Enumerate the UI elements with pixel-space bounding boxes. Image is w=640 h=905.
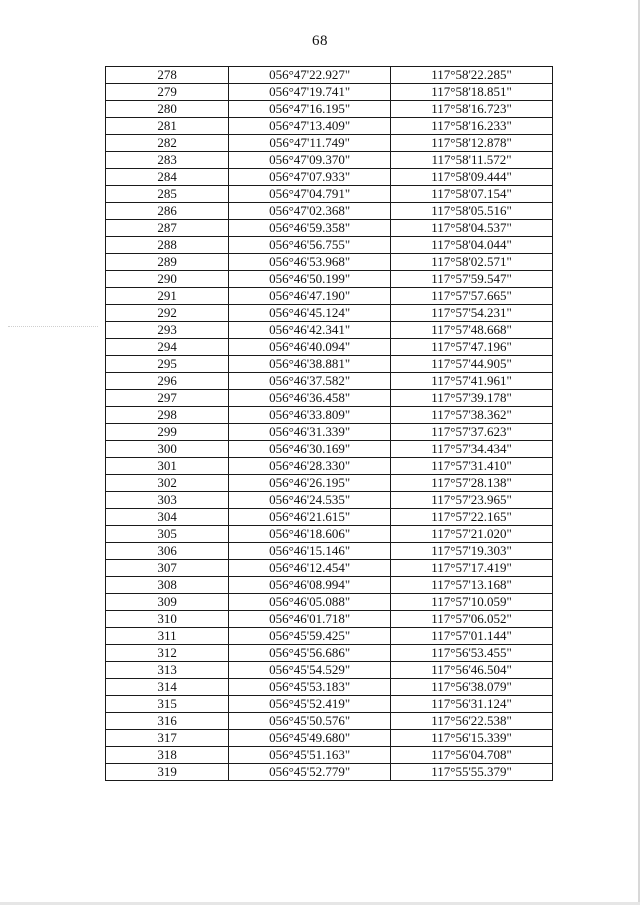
point-number-cell: 313 [106, 662, 229, 679]
point-number-cell: 283 [106, 152, 229, 169]
point-number-cell: 307 [106, 560, 229, 577]
longitude-cell: 117°58'04.044" [391, 237, 553, 254]
point-number-cell: 317 [106, 730, 229, 747]
table-row [106, 67, 553, 84]
table-row [106, 356, 553, 373]
table-row [106, 611, 553, 628]
latitude-cell: 056°46'56.755" [229, 237, 391, 254]
point-number-cell: 304 [106, 509, 229, 526]
table-row [106, 730, 553, 747]
table-row [106, 118, 553, 135]
point-number-cell: 301 [106, 458, 229, 475]
table-row [106, 288, 553, 305]
longitude-cell: 117°57'21.020" [391, 526, 553, 543]
latitude-cell: 056°46'26.195" [229, 475, 391, 492]
latitude-cell: 056°46'15.146" [229, 543, 391, 560]
longitude-cell: 117°58'02.571" [391, 254, 553, 271]
point-number-cell: 281 [106, 118, 229, 135]
latitude-cell: 056°47'11.749" [229, 135, 391, 152]
longitude-cell: 117°57'59.547" [391, 271, 553, 288]
latitude-cell: 056°45'52.419" [229, 696, 391, 713]
point-number-cell: 310 [106, 611, 229, 628]
point-number-cell: 300 [106, 441, 229, 458]
table-row [106, 764, 553, 781]
point-number-cell: 290 [106, 271, 229, 288]
table-row [106, 339, 553, 356]
table-row [106, 254, 553, 271]
latitude-cell: 056°46'38.881" [229, 356, 391, 373]
table-row [106, 101, 553, 118]
table-row [106, 220, 553, 237]
longitude-cell: 117°56'38.079" [391, 679, 553, 696]
table-row [106, 322, 553, 339]
point-number-cell: 282 [106, 135, 229, 152]
latitude-cell: 056°46'08.994" [229, 577, 391, 594]
point-number-cell: 315 [106, 696, 229, 713]
longitude-cell: 117°58'22.285" [391, 67, 553, 84]
table-row [106, 509, 553, 526]
table-row [106, 305, 553, 322]
longitude-cell: 117°56'31.124" [391, 696, 553, 713]
longitude-cell: 117°55'55.379" [391, 764, 553, 781]
latitude-cell: 056°46'47.190" [229, 288, 391, 305]
point-number-cell: 298 [106, 407, 229, 424]
longitude-cell: 117°57'47.196" [391, 339, 553, 356]
table-row [106, 458, 553, 475]
point-number-cell: 311 [106, 628, 229, 645]
table-row [106, 407, 553, 424]
table-row [106, 237, 553, 254]
table-row [106, 662, 553, 679]
latitude-cell: 056°46'18.606" [229, 526, 391, 543]
point-number-cell: 309 [106, 594, 229, 611]
table-row [106, 747, 553, 764]
point-number-cell: 316 [106, 713, 229, 730]
longitude-cell: 117°57'54.231" [391, 305, 553, 322]
longitude-cell: 117°57'23.965" [391, 492, 553, 509]
latitude-cell: 056°47'02.368" [229, 203, 391, 220]
latitude-cell: 056°46'53.968" [229, 254, 391, 271]
table-row [106, 84, 553, 101]
table-row [106, 186, 553, 203]
table-row [106, 135, 553, 152]
table-row [106, 628, 553, 645]
longitude-cell: 117°57'34.434" [391, 441, 553, 458]
latitude-cell: 056°46'31.339" [229, 424, 391, 441]
latitude-cell: 056°46'01.718" [229, 611, 391, 628]
latitude-cell: 056°46'45.124" [229, 305, 391, 322]
table-row [106, 560, 553, 577]
point-number-cell: 288 [106, 237, 229, 254]
latitude-cell: 056°46'50.199" [229, 271, 391, 288]
point-number-cell: 314 [106, 679, 229, 696]
latitude-cell: 056°46'12.454" [229, 560, 391, 577]
latitude-cell: 056°47'13.409" [229, 118, 391, 135]
longitude-cell: 117°57'19.303" [391, 543, 553, 560]
point-number-cell: 303 [106, 492, 229, 509]
latitude-cell: 056°46'28.330" [229, 458, 391, 475]
latitude-cell: 056°46'21.615" [229, 509, 391, 526]
point-number-cell: 296 [106, 373, 229, 390]
table-row [106, 713, 553, 730]
point-number-cell: 291 [106, 288, 229, 305]
longitude-cell: 117°57'57.665" [391, 288, 553, 305]
point-number-cell: 293 [106, 322, 229, 339]
longitude-cell: 117°57'06.052" [391, 611, 553, 628]
coordinates-table-body [106, 67, 553, 781]
point-number-cell: 287 [106, 220, 229, 237]
longitude-cell: 117°57'13.168" [391, 577, 553, 594]
point-number-cell: 284 [106, 169, 229, 186]
longitude-cell: 117°58'11.572" [391, 152, 553, 169]
latitude-cell: 056°46'05.088" [229, 594, 391, 611]
longitude-cell: 117°58'09.444" [391, 169, 553, 186]
longitude-cell: 117°56'22.538" [391, 713, 553, 730]
longitude-cell: 117°57'10.059" [391, 594, 553, 611]
latitude-cell: 056°46'36.458" [229, 390, 391, 407]
point-number-cell: 285 [106, 186, 229, 203]
point-number-cell: 302 [106, 475, 229, 492]
longitude-cell: 117°58'07.154" [391, 186, 553, 203]
longitude-cell: 117°58'16.723" [391, 101, 553, 118]
latitude-cell: 056°45'56.686" [229, 645, 391, 662]
longitude-cell: 117°57'22.165" [391, 509, 553, 526]
latitude-cell: 056°47'07.933" [229, 169, 391, 186]
table-row [106, 475, 553, 492]
point-number-cell: 289 [106, 254, 229, 271]
latitude-cell: 056°46'30.169" [229, 441, 391, 458]
longitude-cell: 117°56'46.504" [391, 662, 553, 679]
latitude-cell: 056°46'40.094" [229, 339, 391, 356]
table-row [106, 577, 553, 594]
point-number-cell: 306 [106, 543, 229, 560]
latitude-cell: 056°45'59.425" [229, 628, 391, 645]
latitude-cell: 056°47'22.927" [229, 67, 391, 84]
longitude-cell: 117°57'48.668" [391, 322, 553, 339]
point-number-cell: 292 [106, 305, 229, 322]
table-row [106, 152, 553, 169]
longitude-cell: 117°57'31.410" [391, 458, 553, 475]
latitude-cell: 056°45'54.529" [229, 662, 391, 679]
longitude-cell: 117°58'12.878" [391, 135, 553, 152]
point-number-cell: 294 [106, 339, 229, 356]
table-row [106, 526, 553, 543]
latitude-cell: 056°45'51.163" [229, 747, 391, 764]
longitude-cell: 117°57'39.178" [391, 390, 553, 407]
point-number-cell: 319 [106, 764, 229, 781]
latitude-cell: 056°46'59.358" [229, 220, 391, 237]
point-number-cell: 299 [106, 424, 229, 441]
table-row [106, 492, 553, 509]
latitude-cell: 056°45'49.680" [229, 730, 391, 747]
latitude-cell: 056°47'19.741" [229, 84, 391, 101]
latitude-cell: 056°47'04.791" [229, 186, 391, 203]
longitude-cell: 117°58'05.516" [391, 203, 553, 220]
point-number-cell: 297 [106, 390, 229, 407]
point-number-cell: 305 [106, 526, 229, 543]
table-row [106, 679, 553, 696]
table-row [106, 543, 553, 560]
scan-artifact [8, 326, 98, 328]
table-row [106, 373, 553, 390]
table-row [106, 594, 553, 611]
latitude-cell: 056°45'53.183" [229, 679, 391, 696]
table-row [106, 645, 553, 662]
point-number-cell: 280 [106, 101, 229, 118]
longitude-cell: 117°58'16.233" [391, 118, 553, 135]
point-number-cell: 286 [106, 203, 229, 220]
table-row [106, 424, 553, 441]
table-row [106, 271, 553, 288]
longitude-cell: 117°57'38.362" [391, 407, 553, 424]
coordinates-table [105, 66, 553, 781]
longitude-cell: 117°57'41.961" [391, 373, 553, 390]
latitude-cell: 056°45'52.779" [229, 764, 391, 781]
longitude-cell: 117°57'17.419" [391, 560, 553, 577]
longitude-cell: 117°56'04.708" [391, 747, 553, 764]
longitude-cell: 117°57'01.144" [391, 628, 553, 645]
table-row [106, 203, 553, 220]
latitude-cell: 056°47'16.195" [229, 101, 391, 118]
table-row [106, 696, 553, 713]
point-number-cell: 278 [106, 67, 229, 84]
point-number-cell: 295 [106, 356, 229, 373]
longitude-cell: 117°57'44.905" [391, 356, 553, 373]
point-number-cell: 308 [106, 577, 229, 594]
table-row [106, 441, 553, 458]
longitude-cell: 117°58'04.537" [391, 220, 553, 237]
point-number-cell: 279 [106, 84, 229, 101]
table-row [106, 169, 553, 186]
longitude-cell: 117°56'15.339" [391, 730, 553, 747]
table-row [106, 390, 553, 407]
point-number-cell: 318 [106, 747, 229, 764]
longitude-cell: 117°57'28.138" [391, 475, 553, 492]
longitude-cell: 117°56'53.455" [391, 645, 553, 662]
latitude-cell: 056°46'24.535" [229, 492, 391, 509]
point-number-cell: 312 [106, 645, 229, 662]
latitude-cell: 056°45'50.576" [229, 713, 391, 730]
latitude-cell: 056°46'37.582" [229, 373, 391, 390]
longitude-cell: 117°58'18.851" [391, 84, 553, 101]
latitude-cell: 056°46'33.809" [229, 407, 391, 424]
latitude-cell: 056°46'42.341" [229, 322, 391, 339]
latitude-cell: 056°47'09.370" [229, 152, 391, 169]
page-number: 68 [312, 33, 328, 49]
longitude-cell: 117°57'37.623" [391, 424, 553, 441]
